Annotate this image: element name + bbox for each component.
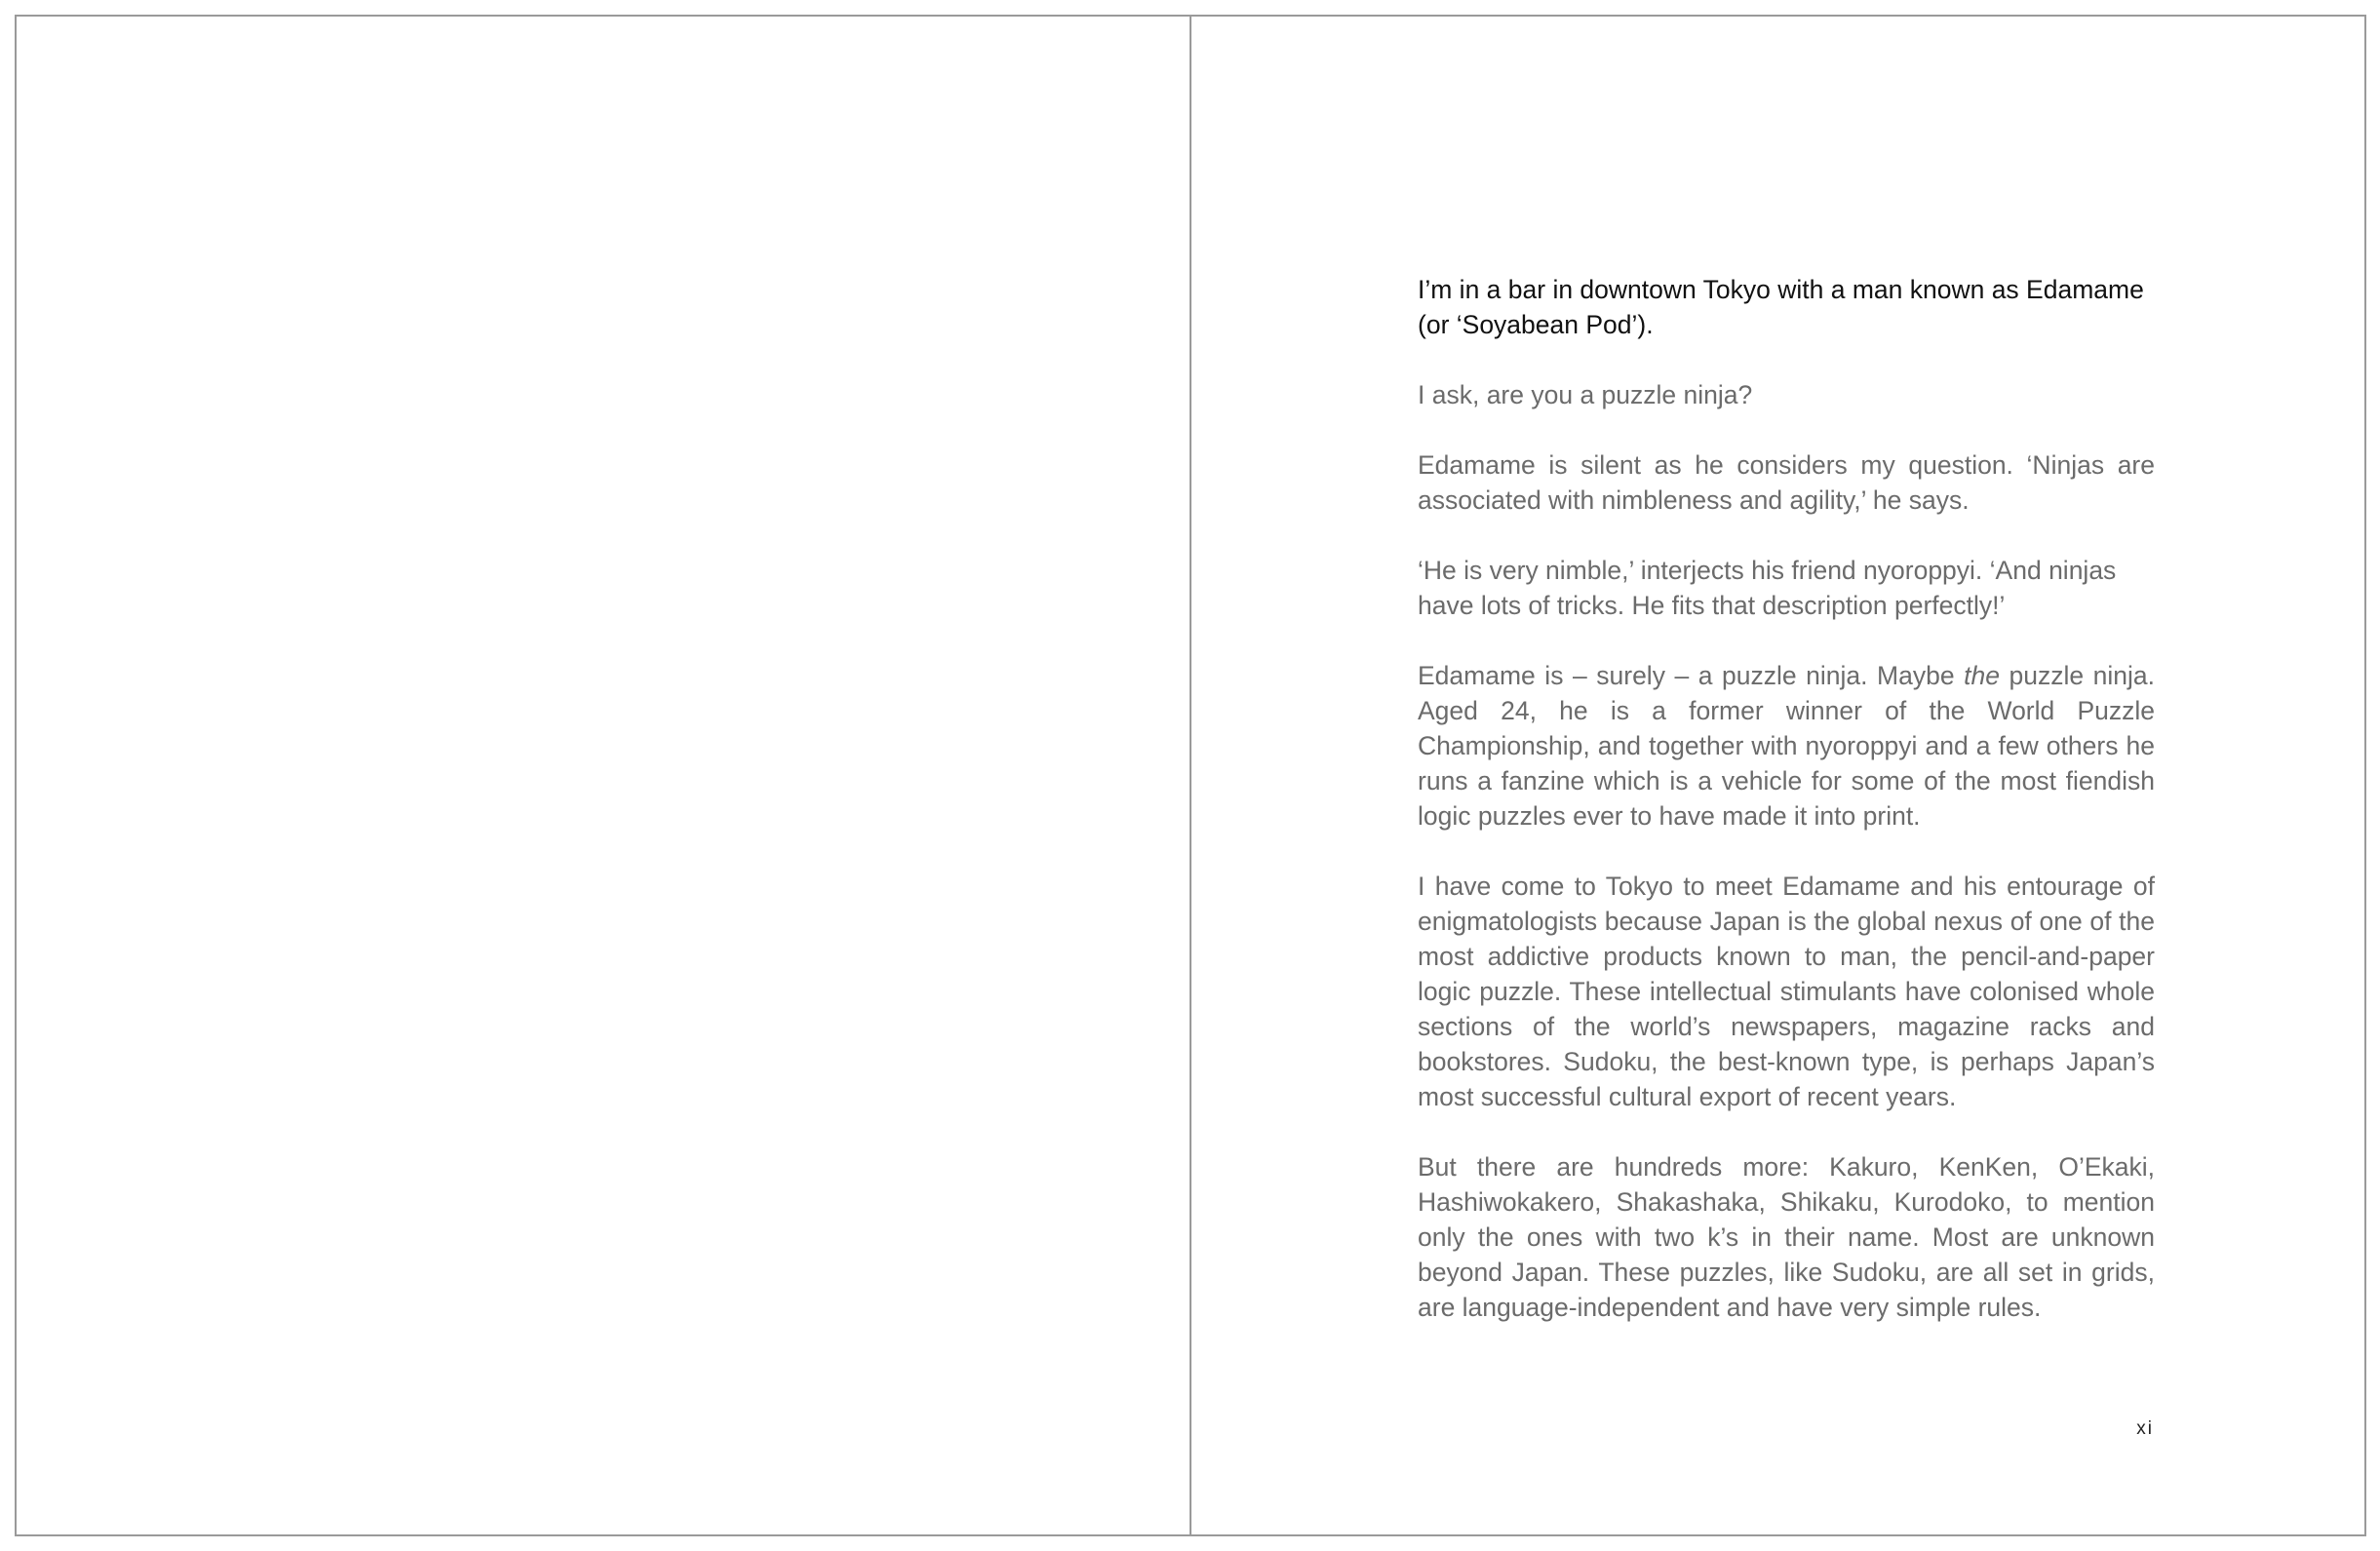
paragraph-text: Edamame is – surely – a puzzle ninja. Maybe xyxy=(1418,661,1965,690)
body-text xyxy=(1418,272,2155,1360)
left-page xyxy=(17,17,1190,1534)
paragraph: I have come to Tokyo to meet Edamame and his entourage of enigmatologists because Japan is the global nexus of one of the most addictive products known to man, the pencil-and-paper logic puzzle. These intellectual stimulants have colonised whole sections of the world’s newspapers, magazine racks and bookstores. Sudoku, the best-known type, is perhaps Japan’s most successful cultural export of recent years. xyxy=(1418,872,2155,1111)
paragraph-opening: I’m in a bar in downtown Tokyo with a man known as Edamame (or ‘Soyabean Pod’). xyxy=(1418,275,2144,339)
paragraph-emphasis: the xyxy=(1964,661,2000,690)
paragraph-text: puzzle ninja. Aged 24, he is a former winner of the World Puzzle Championship, and together with nyoroppyi and a few others he runs a fanzine which is a vehicle for some of the most fiendish logic puzzles ever to have made it into print. xyxy=(1418,661,2155,831)
paragraph: ‘He is very nimble,’ interjects his friend nyoroppyi. ‘And ninjas have lots of tricks. He fits that description perfectly!’ xyxy=(1418,556,2117,620)
book-spread xyxy=(15,15,2366,1536)
paragraph: Edamame is silent as he considers my question. ‘Ninjas are associated with nimbleness and agility,’ he says. xyxy=(1418,450,2155,515)
right-page xyxy=(1191,17,2364,1534)
page-number: xi xyxy=(2136,1418,2154,1439)
paragraph-question: I ask, are you a puzzle ninja? xyxy=(1418,380,1753,409)
paragraph: But there are hundreds more: Kakuro, KenKen, O’Ekaki, Hashiwokakero, Shakashaka, Shikaku, Kurodoko, to mention only the ones with two k’s in their name. Most are unknown beyond Japan. These puzzles, like Sudoku, are all set in grids, are language-independent and have very simple rules. xyxy=(1418,1152,2155,1322)
paragraph xyxy=(1418,658,2155,834)
